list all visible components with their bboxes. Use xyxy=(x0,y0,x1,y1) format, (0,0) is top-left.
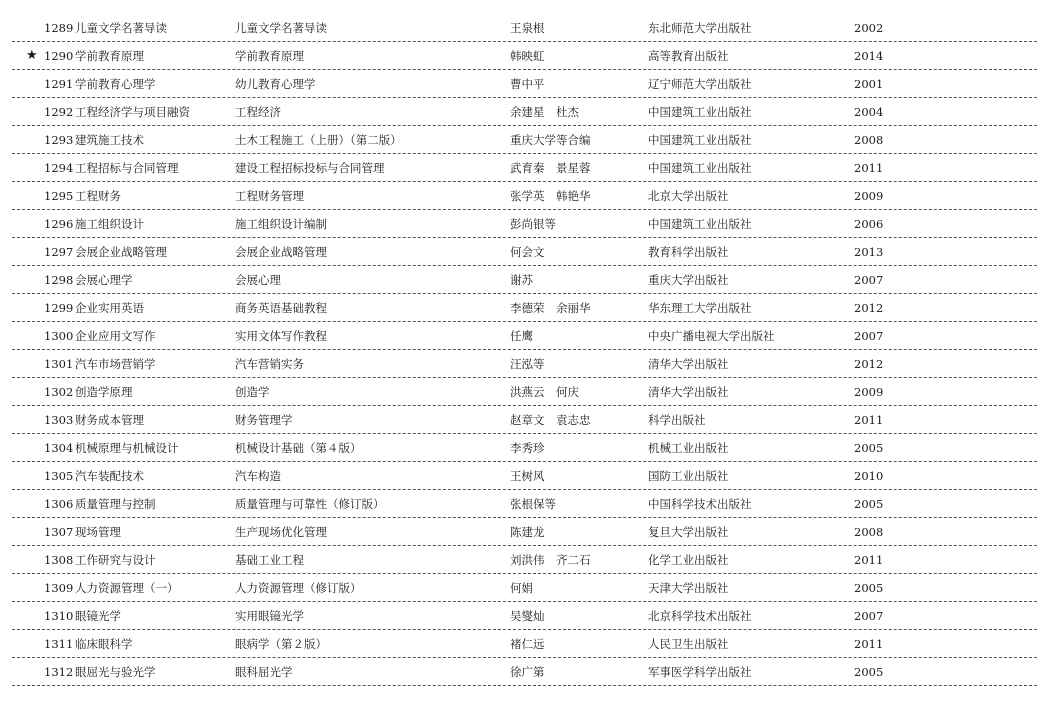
publication-year: 2005 xyxy=(854,497,884,511)
course-name: 企业实用英语 xyxy=(75,301,144,315)
course-number: 1302 xyxy=(44,385,74,399)
table-row xyxy=(0,98,1045,126)
course-name: 企业应用文写作 xyxy=(75,329,156,343)
course-number: 1301 xyxy=(44,357,74,371)
publisher: 清华大学出版社 xyxy=(648,385,729,399)
publisher: 中国建筑工业出版社 xyxy=(648,133,752,147)
table-row xyxy=(0,14,1045,42)
textbook-title: 质量管理与可靠性（修订版） xyxy=(235,497,385,511)
course-number: 1298 xyxy=(44,273,74,287)
author: 陈建龙 xyxy=(510,525,545,539)
course-number: 1296 xyxy=(44,217,74,231)
textbook-title: 儿童文学名著导读 xyxy=(235,21,327,35)
textbook-title: 机械设计基础（第４版） xyxy=(235,441,362,455)
course-number: 1299 xyxy=(44,301,74,315)
table-row xyxy=(0,238,1045,266)
publication-year: 2009 xyxy=(854,189,884,203)
table-row xyxy=(0,546,1045,574)
table-row xyxy=(0,42,1045,70)
publisher: 东北师范大学出版社 xyxy=(648,21,752,35)
course-number: 1305 xyxy=(44,469,74,483)
publisher: 中国科学技术出版社 xyxy=(648,497,752,511)
course-name: 人力资源管理（一） xyxy=(75,581,179,595)
author: 李德荣 余丽华 xyxy=(510,301,591,315)
textbook-title: 实用眼镜光学 xyxy=(235,609,304,623)
publication-year: 2012 xyxy=(854,357,884,371)
publication-year: 2011 xyxy=(854,553,884,567)
course-number: 1300 xyxy=(44,329,74,343)
textbook-title: 生产现场优化管理 xyxy=(235,525,327,539)
author: 赵章文 袁志忠 xyxy=(510,413,591,427)
author: 韩映虹 xyxy=(510,49,545,63)
course-name: 学前教育心理学 xyxy=(75,77,156,91)
author: 洪燕云 何庆 xyxy=(510,385,579,399)
textbook-title: 幼儿教育心理学 xyxy=(235,77,316,91)
publisher: 军事医学科学出版社 xyxy=(648,665,752,679)
publisher: 华东理工大学出版社 xyxy=(648,301,752,315)
course-name: 工程财务 xyxy=(75,189,121,203)
author: 重庆大学等合编 xyxy=(510,133,591,147)
author: 任鹰 xyxy=(510,329,533,343)
table-row xyxy=(0,490,1045,518)
textbook-title: 创造学 xyxy=(235,385,270,399)
table-row xyxy=(0,518,1045,546)
table-row xyxy=(0,70,1045,98)
table-row xyxy=(0,462,1045,490)
author: 王树风 xyxy=(510,469,545,483)
textbook-title: 会展企业战略管理 xyxy=(235,245,327,259)
course-name: 财务成本管理 xyxy=(75,413,144,427)
course-name: 施工组织设计 xyxy=(75,217,144,231)
course-number: 1310 xyxy=(44,609,74,623)
course-number: 1304 xyxy=(44,441,74,455)
author: 刘洪伟 齐二石 xyxy=(510,553,591,567)
course-number: 1309 xyxy=(44,581,74,595)
publication-year: 2010 xyxy=(854,469,884,483)
publisher: 中央广播电视大学出版社 xyxy=(648,329,775,343)
course-name: 儿童文学名著导读 xyxy=(75,21,167,35)
textbook-title: 眼病学（第２版） xyxy=(235,637,327,651)
course-name: 眼屈光与验光学 xyxy=(75,665,156,679)
publisher: 科学出版社 xyxy=(648,413,706,427)
table-row xyxy=(0,574,1045,602)
textbook-title: 基础工业工程 xyxy=(235,553,304,567)
publisher: 复旦大学出版社 xyxy=(648,525,729,539)
publication-year: 2004 xyxy=(854,105,884,119)
publication-year: 2012 xyxy=(854,301,884,315)
publisher: 北京大学出版社 xyxy=(648,189,729,203)
publication-year: 2007 xyxy=(854,273,884,287)
author: 王泉根 xyxy=(510,21,545,35)
course-name: 工程招标与合同管理 xyxy=(75,161,179,175)
textbook-title: 工程财务管理 xyxy=(235,189,304,203)
course-number: 1295 xyxy=(44,189,74,203)
textbook-title: 汽车构造 xyxy=(235,469,281,483)
course-name: 现场管理 xyxy=(75,525,121,539)
textbook-title: 土木工程施工（上册）（第二版） xyxy=(235,133,402,147)
textbook-title: 财务管理学 xyxy=(235,413,293,427)
author: 褚仁远 xyxy=(510,637,545,651)
publisher: 化学工业出版社 xyxy=(648,553,729,567)
course-number: 1289 xyxy=(44,21,74,35)
publisher: 重庆大学出版社 xyxy=(648,273,729,287)
course-name: 建筑施工技术 xyxy=(75,133,144,147)
author: 何娟 xyxy=(510,581,533,595)
table-row xyxy=(0,378,1045,406)
textbook-title: 商务英语基础教程 xyxy=(235,301,327,315)
course-number: 1312 xyxy=(44,665,74,679)
course-name: 眼镜光学 xyxy=(75,609,121,623)
course-name: 汽车装配技术 xyxy=(75,469,144,483)
table-row xyxy=(0,126,1045,154)
table-row xyxy=(0,630,1045,658)
table-row xyxy=(0,658,1045,686)
publication-year: 2006 xyxy=(854,217,884,231)
publication-year: 2007 xyxy=(854,609,884,623)
course-name: 会展心理学 xyxy=(75,273,133,287)
publisher: 人民卫生出版社 xyxy=(648,637,729,651)
publication-year: 2005 xyxy=(854,665,884,679)
table-row xyxy=(0,266,1045,294)
textbook-title: 工程经济 xyxy=(235,105,281,119)
publication-year: 2007 xyxy=(854,329,884,343)
author: 汪泓等 xyxy=(510,357,545,371)
table-row xyxy=(0,154,1045,182)
publication-year: 2005 xyxy=(854,581,884,595)
textbook-title: 会展心理 xyxy=(235,273,281,287)
author: 吴燮灿 xyxy=(510,609,545,623)
textbook-title: 汽车营销实务 xyxy=(235,357,304,371)
table-row xyxy=(0,406,1045,434)
author: 何会文 xyxy=(510,245,545,259)
publisher: 中国建筑工业出版社 xyxy=(648,217,752,231)
publisher: 国防工业出版社 xyxy=(648,469,729,483)
author: 曹中平 xyxy=(510,77,545,91)
publication-year: 2005 xyxy=(854,441,884,455)
table-row xyxy=(0,210,1045,238)
course-number: 1303 xyxy=(44,413,74,427)
course-number: 1297 xyxy=(44,245,74,259)
author: 余建星 杜杰 xyxy=(510,105,579,119)
textbook-title: 人力资源管理（修订版） xyxy=(235,581,362,595)
publisher: 天津大学出版社 xyxy=(648,581,729,595)
author: 谢苏 xyxy=(510,273,533,287)
star-icon: ★ xyxy=(26,48,38,63)
table-row xyxy=(0,294,1045,322)
publication-year: 2002 xyxy=(854,21,884,35)
table-row xyxy=(0,182,1045,210)
author: 张学英 韩艳华 xyxy=(510,189,591,203)
author: 张根保等 xyxy=(510,497,556,511)
course-number: 1311 xyxy=(44,637,74,651)
publisher: 中国建筑工业出版社 xyxy=(648,105,752,119)
course-number: 1306 xyxy=(44,497,74,511)
course-name: 工作研究与设计 xyxy=(75,553,156,567)
course-number: 1290 xyxy=(44,49,74,63)
course-number: 1294 xyxy=(44,161,74,175)
course-name: 机械原理与机械设计 xyxy=(75,441,179,455)
table-row xyxy=(0,434,1045,462)
publication-year: 2008 xyxy=(854,525,884,539)
publication-year: 2013 xyxy=(854,245,884,259)
publication-year: 2011 xyxy=(854,413,884,427)
textbook-title: 眼科屈光学 xyxy=(235,665,293,679)
course-name: 学前教育原理 xyxy=(75,49,144,63)
textbook-title: 实用文体写作教程 xyxy=(235,329,327,343)
author: 李秀珍 xyxy=(510,441,545,455)
course-number: 1292 xyxy=(44,105,74,119)
course-name: 临床眼科学 xyxy=(75,637,133,651)
textbook-title: 施工组织设计编制 xyxy=(235,217,327,231)
publication-year: 2011 xyxy=(854,637,884,651)
course-number: 1308 xyxy=(44,553,74,567)
course-name: 质量管理与控制 xyxy=(75,497,156,511)
publisher: 中国建筑工业出版社 xyxy=(648,161,752,175)
textbook-title: 建设工程招标投标与合同管理 xyxy=(235,161,385,175)
course-name: 会展企业战略管理 xyxy=(75,245,167,259)
publisher: 北京科学技术出版社 xyxy=(648,609,752,623)
course-number: 1293 xyxy=(44,133,74,147)
table-row xyxy=(0,602,1045,630)
publication-year: 2014 xyxy=(854,49,884,63)
textbook-title: 学前教育原理 xyxy=(235,49,304,63)
table-row xyxy=(0,322,1045,350)
publisher: 高等教育出版社 xyxy=(648,49,729,63)
author: 武育秦 景星蓉 xyxy=(510,161,591,175)
publication-year: 2009 xyxy=(854,385,884,399)
publisher: 机械工业出版社 xyxy=(648,441,729,455)
publication-year: 2008 xyxy=(854,133,884,147)
author: 彭尚银等 xyxy=(510,217,556,231)
table-row xyxy=(0,350,1045,378)
course-name: 工程经济学与项目融资 xyxy=(75,105,190,119)
course-number: 1307 xyxy=(44,525,74,539)
publisher: 教育科学出版社 xyxy=(648,245,729,259)
author: 徐广第 xyxy=(510,665,545,679)
course-name: 汽车市场营销学 xyxy=(75,357,156,371)
publisher: 辽宁师范大学出版社 xyxy=(648,77,752,91)
publisher: 清华大学出版社 xyxy=(648,357,729,371)
course-name: 创造学原理 xyxy=(75,385,133,399)
publication-year: 2001 xyxy=(854,77,884,91)
course-number: 1291 xyxy=(44,77,74,91)
publication-year: 2011 xyxy=(854,161,884,175)
